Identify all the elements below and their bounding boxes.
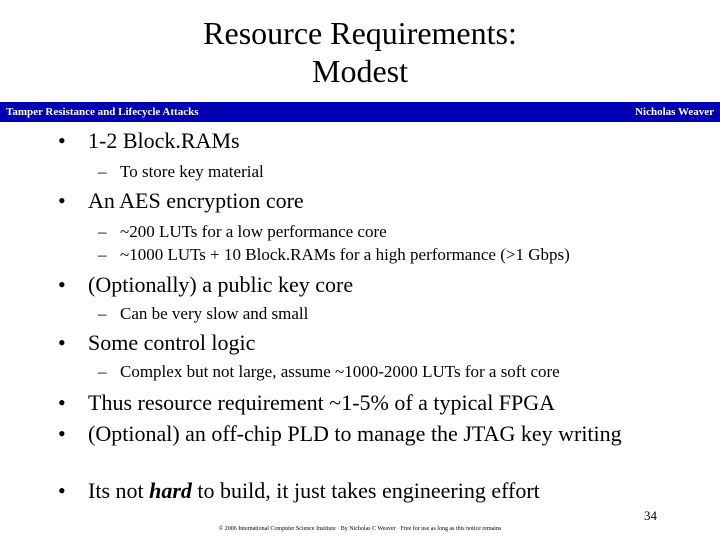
bullet-marker: • (58, 128, 66, 153)
bullet-text (88, 478, 540, 504)
bullet-text-emphasis: hard (149, 478, 192, 503)
subbullet-text: To store key material (120, 162, 264, 181)
bullet-marker: • (58, 390, 66, 415)
bullet-text-before: Its not (88, 478, 150, 503)
slide-title-line-1: Resource Requirements: (203, 15, 517, 51)
bullet-marker: • (58, 188, 66, 213)
header-course-title: Tamper Resistance and Lifecycle Attacks (6, 106, 199, 118)
subbullet-text: ~200 LUTs for a low performance core (120, 222, 387, 241)
bullet-text: (Optional) an off-chip PLD to manage the JTAG key writing (88, 421, 622, 446)
bullet-text: (Optionally) a public key core (88, 272, 354, 297)
copyright-footer: © 2006 International Computer Science Institute · By Nicholas C Weaver · Free for use as long as this notice remains (218, 526, 502, 532)
bullet-text: An AES encryption core (88, 188, 304, 213)
dash-marker: – (98, 245, 107, 264)
dash-marker: – (98, 304, 107, 323)
bullet-text: 1-2 Block.RAMs (88, 128, 240, 153)
bullet-text-after: to build, it just takes engineering effort (191, 478, 540, 503)
subbullet-text: ~1000 LUTs + 10 Block.RAMs for a high performance (>1 Gbps) (120, 245, 570, 264)
bullet-text: Thus resource requirement ~1-5% of a typical FPGA (88, 390, 556, 415)
subbullet-text: Can be very slow and small (120, 304, 309, 323)
dash-marker: – (98, 362, 107, 381)
bullet-marker: • (58, 330, 66, 355)
bullet-marker: • (58, 478, 66, 503)
bullet-marker: • (58, 272, 66, 297)
subbullet-text: Complex but not large, assume ~1000-2000 LUTs for a soft core (120, 362, 560, 381)
slide-title-line-2: Modest (312, 53, 408, 89)
header-bar (0, 102, 720, 122)
slide-title (0, 14, 720, 90)
bullet-text: Some control logic (88, 330, 256, 355)
bullet-marker: • (58, 421, 66, 446)
header-author: Nicholas Weaver (635, 106, 714, 118)
page-number: 34 (644, 508, 657, 523)
dash-marker: – (98, 222, 107, 241)
dash-marker: – (98, 162, 107, 181)
